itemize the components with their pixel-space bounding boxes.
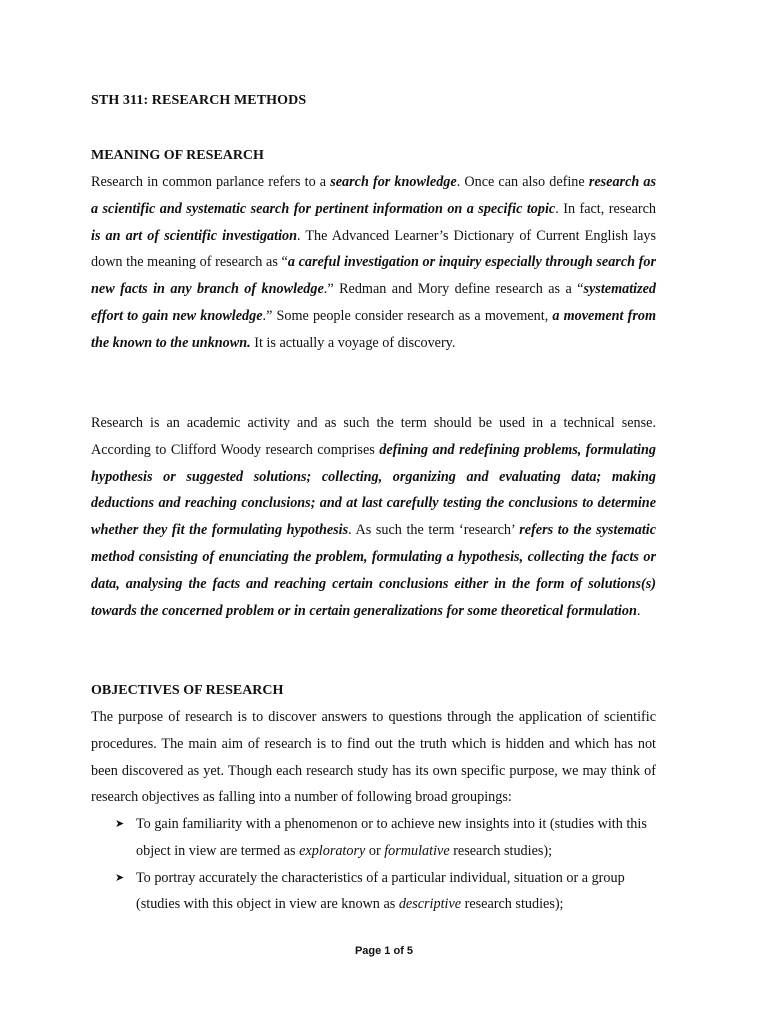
emphasis-text: a careful investigation or inquiry especially through search for new facts in any branch of knowledge (91, 254, 656, 298)
body-text: . (636, 602, 641, 619)
document-title: STH 311: RESEARCH METHODS (91, 93, 307, 108)
list-item-text (136, 816, 647, 859)
list-item (91, 865, 656, 919)
emphasis-text: research as a scientific and systematic search for pertinent information on a specific topic (91, 174, 656, 217)
italic-term: descriptive (398, 896, 462, 913)
body-text: The purpose of research is to discover answers to questions through the application of scientific procedures. The main aim of research is to find out the truth which is hidden and which has not been discovered as yet. Though each research study has its own specific purpose, we may think of research objectives as falling into a number of following broad groupings: (91, 709, 656, 806)
body-text: or (365, 842, 385, 859)
body-text: research studies); (449, 842, 553, 859)
arrowhead-right-icon: ➤ (115, 870, 125, 884)
body-text: Research in common parlance refers to a (91, 174, 331, 190)
body-text: . In fact, research (555, 200, 656, 217)
section-heading-meaning: MEANING OF RESEARCH (91, 148, 264, 163)
paragraph-meaning-2 (91, 410, 656, 624)
objectives-bullet-list (91, 811, 656, 918)
paragraph-meaning-1 (91, 169, 656, 357)
emphasis-text: defining and redefining problems, formulating hypothesis or suggested solutions; collecting, organizing and evaluating data; making deductions and reaching conclusions; and at last carefully testing the conclusions to determine whether they fit the formulating hypothesis (91, 441, 656, 539)
body-text: .” Some people consider research as a movement, (262, 307, 553, 324)
emphasis-text: a movement from the known to the unknown. (91, 307, 656, 351)
emphasis-text: refers to the systematic method consisting of enunciating the problem, formulating a hypothesis, collecting the facts or data, analysing the facts and reaching certain conclusions either in the form of solutions(s) towards the concerned problem or in certain generalizations for some theoretical formulation (91, 522, 657, 619)
emphasis-text: systematized effort to gain new knowledge (91, 281, 656, 324)
list-item (91, 811, 656, 865)
body-text: . The Advanced Learner’s Dictionary of Current English lays down the meaning of research as “ (91, 227, 656, 271)
body-text: .” Redman and Mory define research as a “ (323, 281, 584, 298)
body-text: To gain familiarity with a phenomenon or to achieve new insights into it (studies with this object in view are termed as (136, 816, 647, 859)
arrowhead-right-icon: ➤ (115, 817, 125, 830)
emphasis-text: is an art of scientific investigation (91, 227, 297, 244)
body-text: research studies); (461, 896, 564, 913)
page-number-footer: Page 1 of 5 (354, 945, 414, 957)
body-text: It is actually a voyage of discovery. (250, 334, 456, 351)
body-text: Research is an academic activity and as such the term should be used in a technical sense. According to Clifford Woody research comprises (91, 415, 656, 458)
emphasis-text: search for knowledge (330, 174, 457, 190)
body-text: . Once can also define (456, 174, 589, 190)
paragraph-objectives-1 (91, 704, 656, 811)
body-text: To portray accurately the characteristics of a particular individual, situation or a group (studies with this object in view are known as (136, 869, 625, 913)
body-text: . As such the term ‘research’ (348, 522, 520, 539)
list-item-text (136, 870, 625, 913)
italic-term: exploratory (299, 842, 366, 859)
section-heading-objectives: OBJECTIVES OF RESEARCH (91, 683, 284, 698)
italic-term: formulative (384, 842, 450, 859)
